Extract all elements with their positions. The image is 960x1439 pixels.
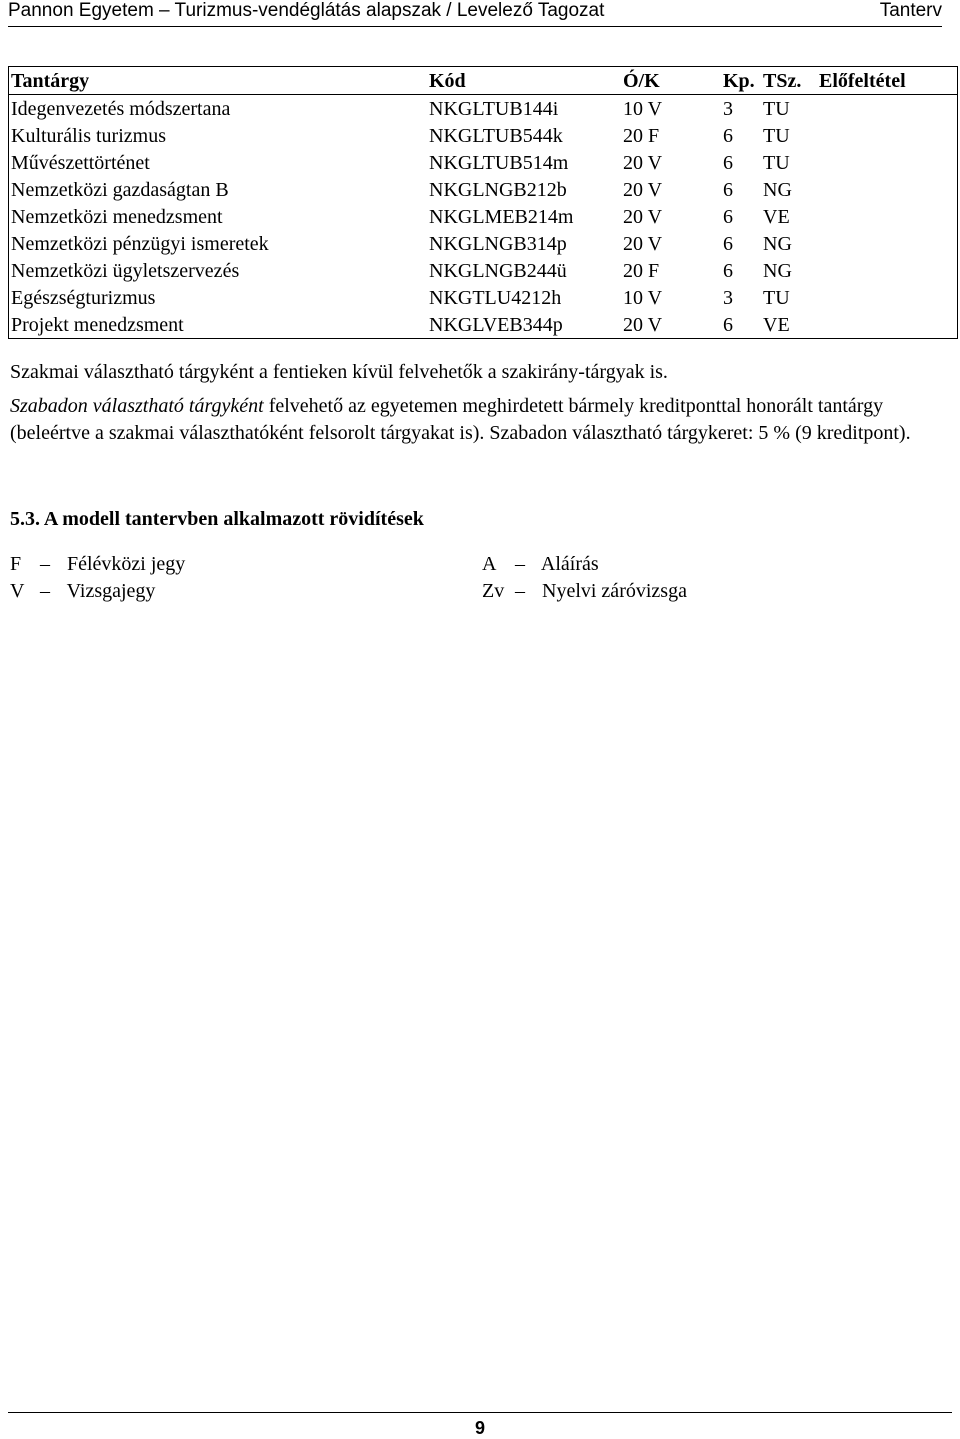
abbreviation-key: F	[10, 553, 22, 575]
cell-department: NG	[763, 179, 792, 201]
list-item	[482, 551, 687, 578]
abbreviation-desc: Aláírás	[540, 553, 599, 575]
cell-prerequisite	[819, 176, 958, 203]
cell-code: NKGLMEB214m	[429, 206, 574, 228]
section-heading: 5.3. A modell tantervben alkalmazott rövidítések	[10, 508, 424, 530]
cell-subject: Kulturális turizmus	[11, 125, 166, 147]
abbreviation-desc: Vizsgajegy	[66, 580, 156, 602]
table-row	[9, 95, 958, 123]
cell-code: NKGLTUB514m	[429, 152, 569, 174]
footer-divider	[8, 1412, 952, 1413]
abbreviation-dash: –	[515, 580, 525, 602]
cell-prerequisite	[819, 95, 958, 123]
cell-prerequisite	[819, 230, 958, 257]
cell-prerequisite	[819, 149, 958, 176]
cell-prerequisite	[819, 257, 958, 284]
elective-note: Szakmai választható tárgyként a fentieken kívül felvehetők a szakirány-tárgyak is.	[10, 361, 668, 383]
abbreviation-key: Zv	[482, 580, 505, 602]
list-item	[10, 551, 185, 578]
cell-prerequisite	[819, 311, 958, 339]
table-row	[9, 311, 958, 339]
cell-department: NG	[763, 260, 792, 282]
cell-department: TU	[763, 287, 790, 309]
cell-hours: 20 V	[623, 233, 663, 255]
column-header-credits: Kp.	[723, 67, 763, 95]
cell-hours: 20 V	[623, 206, 663, 228]
abbreviation-list-left	[10, 551, 185, 605]
cell-hours: 10 V	[623, 98, 663, 120]
cell-hours: 20 F	[623, 260, 660, 282]
cell-department: VE	[763, 206, 790, 228]
cell-subject: Nemzetközi pénzügyi ismeretek	[11, 233, 269, 255]
cell-prerequisite	[819, 284, 958, 311]
free-elective-term: Szabadon választható tárgyként	[10, 395, 264, 417]
abbreviation-desc: Félévközi jegy	[67, 553, 186, 575]
cell-code: NKGLNGB212b	[429, 179, 567, 201]
table-row	[9, 257, 958, 284]
table-header-row	[9, 67, 958, 95]
table-row	[9, 176, 958, 203]
cell-prerequisite	[819, 122, 958, 149]
cell-credits: 6	[723, 206, 733, 228]
page-header	[8, 0, 942, 27]
cell-credits: 6	[723, 179, 733, 201]
column-header-department: TSz.	[763, 67, 819, 95]
cell-code: NKGLNGB244ü	[429, 260, 567, 282]
cell-department: TU	[763, 98, 790, 120]
cell-credits: 6	[723, 152, 733, 174]
cell-hours: 20 V	[623, 152, 663, 174]
free-elective-text: felvehető az egyetemen meghirdetett bármely kreditponttal honorált tantárgy (beleértve a szakmai választhatóként felsorolt tárgyakat is). Szabadon választható tárgykeret: 5 % (9 kreditpont).	[10, 395, 911, 444]
table-row	[9, 203, 958, 230]
cell-subject: Egészségturizmus	[11, 287, 156, 309]
table-body	[9, 95, 958, 339]
abbreviation-dash: –	[40, 580, 50, 602]
cell-subject: Projekt menedzsment	[11, 314, 184, 336]
cell-code: NKGLNGB314p	[429, 233, 567, 255]
column-header-code: Kód	[429, 67, 605, 95]
cell-subject: Nemzetközi gazdaságtan B	[11, 179, 229, 201]
cell-subject: Nemzetközi menedzsment	[11, 206, 223, 228]
abbreviation-desc: Nyelvi záróvizsga	[542, 580, 687, 602]
cell-hours: 20 F	[623, 125, 660, 147]
cell-code: NKGLTUB144i	[429, 98, 559, 120]
cell-code: NKGLVEB344p	[429, 314, 563, 336]
cell-credits: 3	[723, 287, 733, 309]
abbreviation-key: V	[10, 580, 25, 602]
table-row	[9, 230, 958, 257]
column-header-hours: Ó/K	[605, 67, 723, 95]
cell-department: VE	[763, 314, 790, 336]
cell-department: NG	[763, 233, 792, 255]
table-row	[9, 284, 958, 311]
abbreviation-list-right	[482, 551, 687, 605]
abbreviation-dash: –	[40, 553, 50, 575]
list-item	[482, 578, 687, 605]
cell-credits: 3	[723, 98, 733, 120]
cell-credits: 6	[723, 260, 733, 282]
cell-hours: 20 V	[623, 314, 663, 336]
cell-code: NKGTLU4212h	[429, 287, 562, 309]
table-row	[9, 149, 958, 176]
table-row	[9, 122, 958, 149]
cell-hours: 20 V	[623, 179, 663, 201]
column-header-prerequisite: Előfeltétel	[819, 67, 958, 95]
cell-prerequisite	[819, 203, 958, 230]
cell-code: NKGLTUB544k	[429, 125, 563, 147]
abbreviation-dash: –	[515, 553, 525, 575]
column-header-subject: Tantárgy	[9, 67, 430, 95]
cell-department: TU	[763, 125, 790, 147]
cell-subject: Idegenvezetés módszertana	[11, 98, 231, 120]
header-section: Tanterv	[879, 0, 942, 21]
cell-hours: 10 V	[623, 287, 663, 309]
cell-credits: 6	[723, 233, 733, 255]
abbreviation-key: A	[482, 553, 497, 575]
cell-credits: 6	[723, 125, 733, 147]
free-elective-note	[10, 393, 956, 447]
cell-credits: 6	[723, 314, 733, 336]
course-table	[8, 66, 958, 339]
cell-subject: Nemzetközi ügyletszervezés	[11, 260, 240, 282]
list-item	[10, 578, 185, 605]
cell-department: TU	[763, 152, 790, 174]
cell-subject: Művészettörténet	[11, 152, 150, 174]
header-title: Pannon Egyetem – Turizmus-vendéglátás alapszak / Levelező Tagozat	[8, 0, 605, 21]
page-number: 9	[474, 1418, 485, 1438]
